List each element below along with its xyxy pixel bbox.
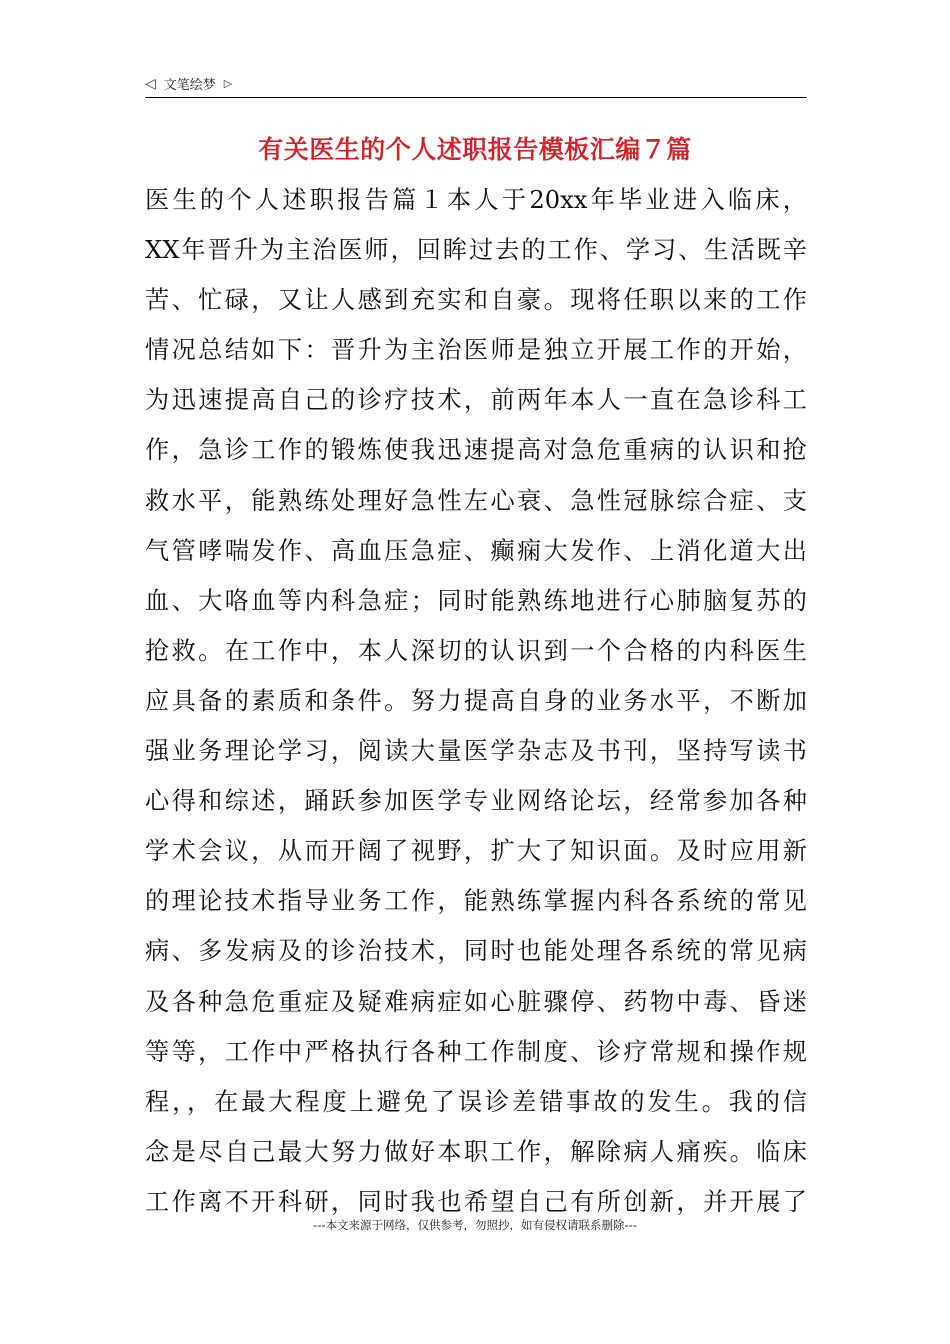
body-line: 气管哮喘发作、高血压急症、癫痫大发作、上消化道大出 <box>145 536 807 565</box>
body-line: 的理论技术指导业务工作，能熟练掌握内科各系统的常见 <box>145 887 807 916</box>
body-line: 血、大咯血等内科急症；同时能熟练地进行心肺脑复苏的 <box>145 586 807 615</box>
body-line: XX年晋升为主治医师，回眸过去的工作、学习、生活既辛 <box>145 236 807 265</box>
body-line: 作，急诊工作的锻炼使我迅速提高对急危重病的认识和抢 <box>145 436 807 465</box>
body-line: 学术会议，从而开阔了视野，扩大了知识面。及时应用新 <box>145 837 807 866</box>
triangle-left-icon: ◁ <box>145 75 156 92</box>
body-line: 情况总结如下：晋升为主治医师是独立开展工作的开始， <box>145 336 807 365</box>
body-line: 等等，工作中严格执行各种工作制度、诊疗常规和操作规 <box>145 1037 807 1066</box>
body-line: 程，，在最大程度上避免了误诊差错事故的发生。我的信 <box>145 1087 807 1116</box>
body-line: 心得和综述，踊跃参加医学专业网络论坛，经常参加各种 <box>145 787 807 816</box>
header-divider <box>145 97 807 98</box>
body-line: 应具备的素质和条件。努力提高自身的业务水平，不断加 <box>145 686 807 715</box>
body-line: 强业务理论学习，阅读大量医学杂志及书刊，坚持写读书 <box>145 737 807 766</box>
body-line: 念是尽自己最大努力做好本职工作，解除病人痛疾。临床 <box>145 1137 807 1166</box>
header-label: 文笔绘梦 <box>163 78 216 93</box>
body-line: 及各种急危重症及疑难病症如心脏骤停、药物中毒、昏迷 <box>145 987 807 1016</box>
body-line: 救水平，能熟练处理好急性左心衰、急性冠脉综合症、支 <box>145 486 807 515</box>
body-line: 为迅速提高自己的诊疗技术，前两年本人一直在急诊科工 <box>145 386 807 415</box>
document-body <box>145 175 807 1227</box>
triangle-right-icon: ▷ <box>223 77 233 90</box>
page-footer: ---本文来源于网络，仅供参考，勿照抄，如有侵权请联系删除--- <box>313 1218 637 1232</box>
body-line: 医生的个人述职报告篇１本人于20xx年毕业进入临床， <box>145 186 807 214</box>
body-line: 病、多发病及的诊治技术，同时也能处理各系统的常见病 <box>145 937 807 966</box>
document-title: 有关医生的个人述职报告模板汇编７篇 <box>258 135 692 164</box>
body-line: 抢救。在工作中，本人深切的认识到一个合格的内科医生 <box>145 636 807 665</box>
body-line: 苦、忙碌，又让人感到充实和自豪。现将任职以来的工作 <box>145 286 807 315</box>
body-line: 工作离不开科研，同时我也希望自己有所创新，并开展了 <box>145 1187 807 1216</box>
page-header <box>145 74 232 93</box>
